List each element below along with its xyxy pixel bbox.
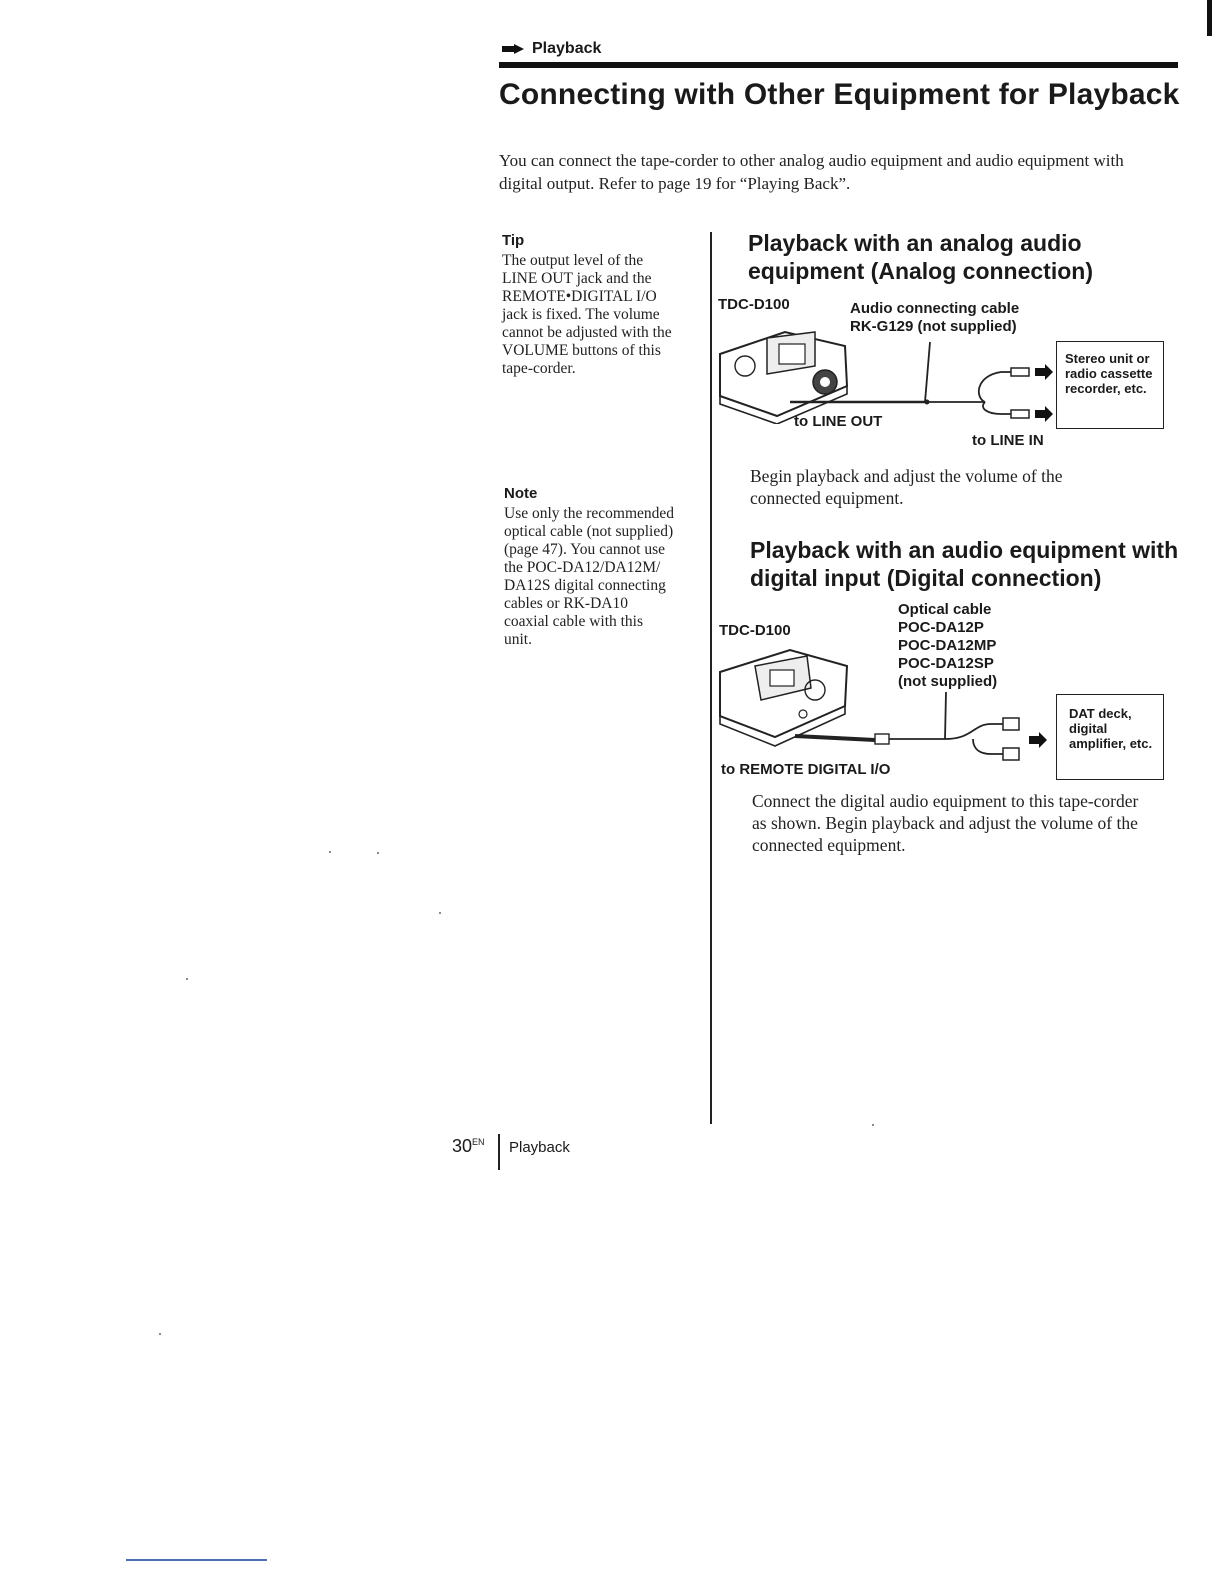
page-number	[452, 1136, 485, 1157]
scan-speck	[377, 852, 379, 854]
digital-cable-line3: POC-DA12MP	[898, 637, 997, 654]
digital-cable-line2: POC-DA12P	[898, 619, 984, 636]
scan-speck	[872, 1124, 874, 1126]
intro-paragraph: You can connect the tape-corder to other analog audio equipment and audio equipment with digital output. Refer to page 19 for “Playing Back”.	[499, 151, 1124, 193]
digital-cable-line1: Optical cable	[898, 601, 992, 618]
section-header	[502, 40, 601, 58]
digital-body-text: Connect the digital audio equipment to this tape-corder as shown. Begin playback and adjust the volume of the connected equipment.	[752, 791, 1139, 855]
scan-speck	[159, 1333, 161, 1335]
digital-cable-line4: POC-DA12SP	[898, 655, 994, 672]
page-edge-mark	[1207, 0, 1212, 36]
analog-cable-line1: Audio connecting cable	[850, 300, 1020, 317]
digital-section-title: Playback with an audio equipment with digital input (Digital connection)	[750, 537, 1179, 591]
section-arrow-icon	[502, 44, 524, 54]
section-label: Playback	[532, 40, 602, 57]
analog-device-label: TDC-D100	[718, 296, 790, 313]
digital-cable-plugs	[943, 716, 1063, 776]
analog-cable-line2: RK-G129 (not supplied)	[850, 318, 1017, 335]
scan-speck	[186, 978, 188, 980]
note-block	[504, 485, 674, 649]
page-number-value: 30	[452, 1136, 473, 1156]
tip-text: The output level of the LINE OUT jack and the REMOTE•DIGITAL I/O jack is fixed. The volume cannot be adjusted with the VOLUME buttons of this tape-corder.	[502, 252, 672, 377]
digital-target-label: DAT deck, digital amplifier, etc.	[1069, 706, 1153, 751]
tip-block	[502, 232, 682, 378]
analog-body-text: Begin playback and adjust the volume of the connected equipment.	[750, 466, 1063, 508]
footer-divider	[498, 1134, 500, 1170]
digital-target-box	[1056, 694, 1164, 780]
analog-section-title: Playback with an analog audio equipment (Analog connection)	[748, 230, 1093, 284]
tip-heading: Tip	[502, 232, 525, 249]
footer-section-label: Playback	[509, 1139, 570, 1156]
digital-jack-label: to REMOTE DIGITAL I/O	[721, 761, 891, 778]
scan-speck	[329, 851, 331, 853]
analog-target-label: Stereo unit or radio cassette recorder, etc.	[1065, 351, 1153, 396]
digital-diagram	[715, 598, 1175, 788]
analog-diagram	[715, 296, 1175, 456]
header-rule	[499, 62, 1178, 68]
analog-jack-out-label: to LINE OUT	[794, 413, 883, 430]
analog-cable-plugs	[925, 342, 1060, 424]
note-heading: Note	[504, 485, 538, 502]
page-number-suffix: EN	[472, 1137, 485, 1147]
page-title: Connecting with Other Equipment for Playback	[499, 78, 1180, 111]
note-text: Use only the recommended optical cable (not supplied) (page 47). You cannot use the POC-DA12/DA12M/ DA12S digital connecting cables or RK-DA10 coaxial cable with this unit.	[504, 505, 675, 648]
column-divider	[710, 232, 712, 1124]
digital-cable-line5: (not supplied)	[898, 673, 998, 690]
bottom-underline	[126, 1559, 267, 1561]
scan-speck	[439, 912, 441, 914]
analog-jack-in-label: to LINE IN	[972, 432, 1044, 449]
analog-target-box	[1056, 341, 1164, 429]
digital-device-label: TDC-D100	[719, 622, 791, 639]
